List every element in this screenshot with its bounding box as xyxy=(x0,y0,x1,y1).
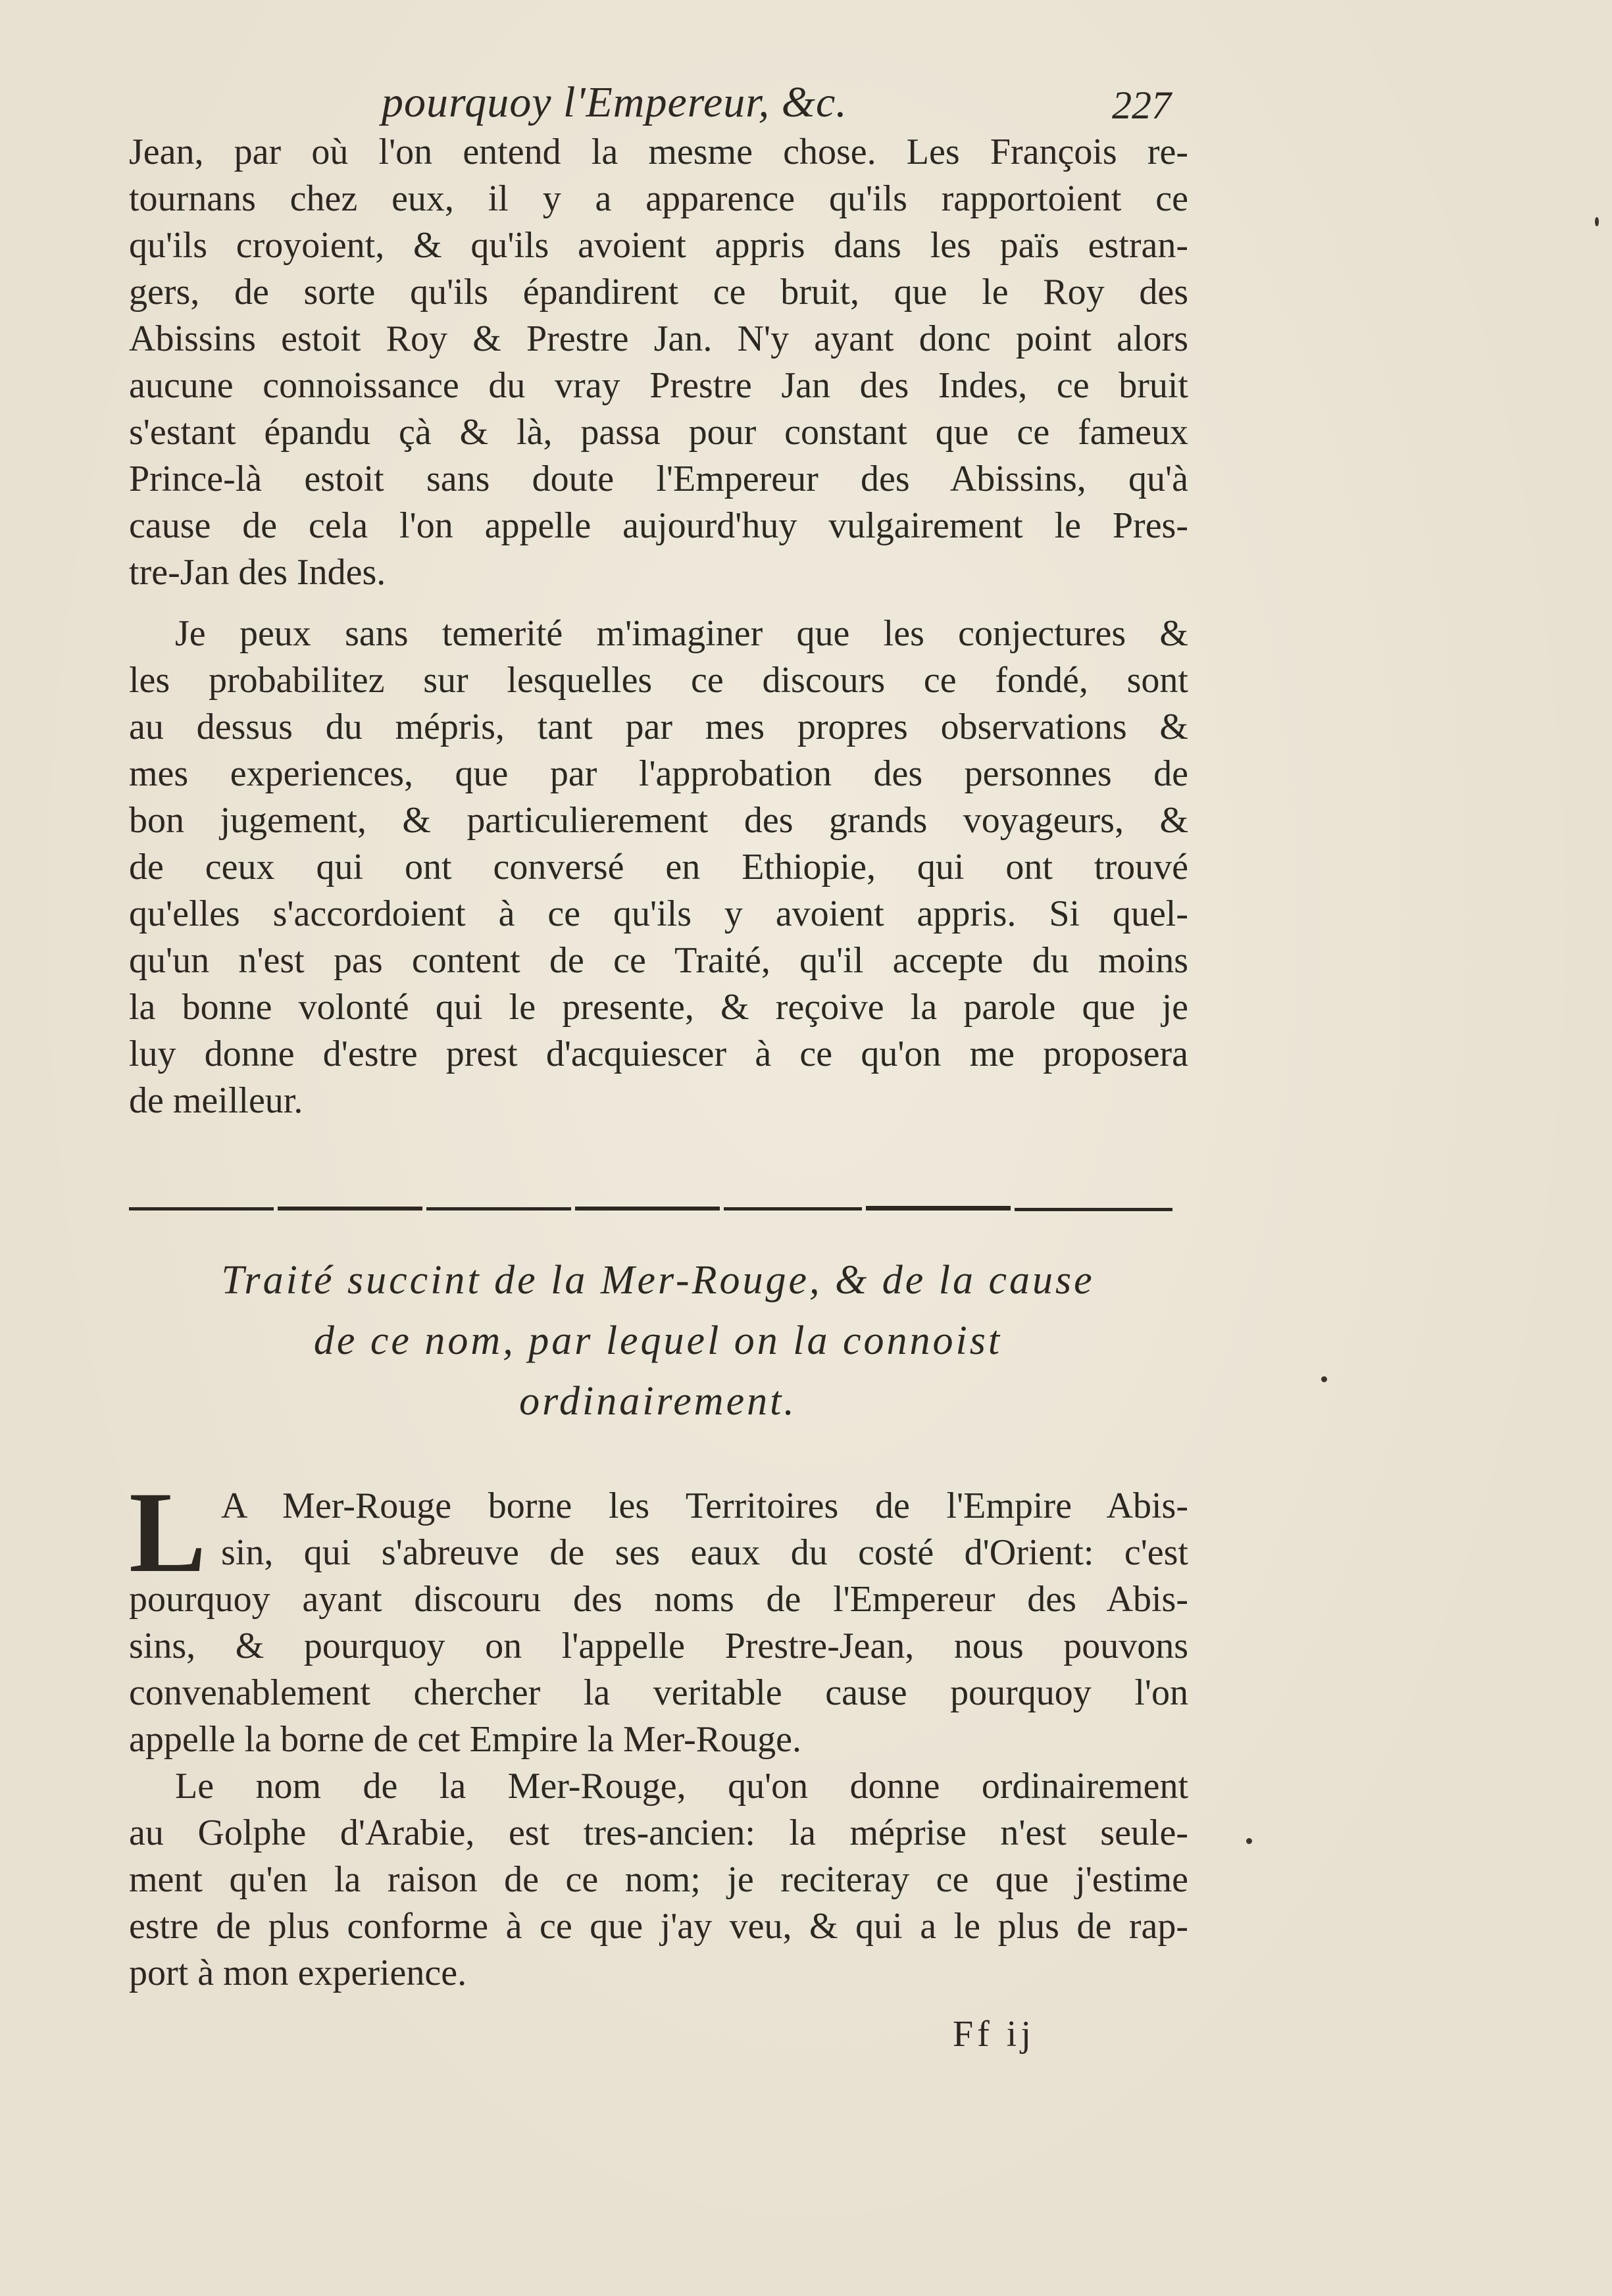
text-line: port à mon experience. xyxy=(129,1953,467,1993)
text-line: tournans chez eux, il y a apparence qu'ils rapportoient ce xyxy=(129,178,1188,219)
text-line: appelle la borne de cet Empire la Mer-Rouge. xyxy=(129,1719,801,1760)
text-line: au Golphe d'Arabie, est tres-ancien: la méprise n'est seule- xyxy=(129,1812,1188,1853)
text-line: pourquoy ayant discouru des noms de l'Empereur des Abis- xyxy=(129,1579,1188,1620)
paragraph-conjectures xyxy=(129,611,1188,1124)
heading-line: Traité succint de la Mer-Rouge, & de la cause xyxy=(221,1258,1095,1303)
text-line: cause de cela l'on appelle aujourd'huy vulgairement le Pres- xyxy=(129,505,1188,546)
text-line: tre-Jan des Indes. xyxy=(129,552,386,593)
running-title: pourquoy l'Empereur, &c. xyxy=(382,78,847,126)
text-line: estre de plus conforme à ce que j'ay veu, & qui a le plus de rap- xyxy=(129,1906,1188,1947)
text-line: bon jugement, & particulierement des grands voyageurs, & xyxy=(129,800,1188,841)
text-line: qu'ils croyoient, & qu'ils avoient appris dans les païs estran- xyxy=(129,225,1188,266)
text-line: de ceux qui ont conversé en Ethiopie, qui ont trouvé xyxy=(129,847,1188,887)
text-line: luy donne d'estre prest d'acquiescer à ce qu'on me proposera xyxy=(129,1034,1188,1074)
text-line: mes experiences, que par l'approbation des personnes de xyxy=(129,753,1188,794)
text-line: s'estant épandu çà & là, passa pour constant que ce fameux xyxy=(129,412,1188,453)
drop-cap-initial: L xyxy=(129,1468,207,1597)
heading-line: de ce nom, par lequel on la connoist xyxy=(313,1318,1003,1363)
ink-speck xyxy=(1246,1838,1252,1844)
paragraph-mer-rouge xyxy=(129,1468,1188,1997)
text-line: A Mer-Rouge borne les Territoires de l'Empire Abis- xyxy=(221,1485,1188,1526)
text-line: Le nom de la Mer-Rouge, qu'on donne ordinairement xyxy=(175,1766,1188,1807)
text-line: sins, & pourquoy on l'appelle Prestre-Jean, nous pouvons xyxy=(129,1626,1188,1666)
running-head xyxy=(0,78,1612,137)
text-line: aucune connoissance du vray Prestre Jan des Indes, ce bruit xyxy=(129,365,1188,406)
text-line: convenablement chercher la veritable cause pourquoy l'on xyxy=(129,1672,1188,1713)
text-line: la bonne volonté qui le presente, & reçoive la parole que je xyxy=(129,987,1188,1028)
text-line: Jean, par où l'on entend la mesme chose. Les François re- xyxy=(129,132,1188,172)
text-line: de meilleur. xyxy=(129,1080,303,1121)
text-line: sin, qui s'abreuve de ses eaux du costé d'Orient: c'est xyxy=(221,1532,1188,1573)
text-line: qu'un n'est pas content de ce Traité, qu'il accepte du moins xyxy=(129,940,1188,981)
page-number: 227 xyxy=(1112,84,1171,127)
section-heading xyxy=(99,1250,1217,1432)
ink-speck xyxy=(1321,1376,1327,1382)
paragraph-continuation xyxy=(129,129,1188,596)
text-line: ment qu'en la raison de ce nom; je reciteray ce que j'estime xyxy=(129,1859,1188,1900)
text-line: gers, de sorte qu'ils épandirent ce bruit, que le Roy des xyxy=(129,272,1188,312)
ornamental-rule xyxy=(129,1203,1179,1214)
signature-mark: Ff ij xyxy=(953,2014,1035,2055)
text-line: les probabilitez sur lesquelles ce discours ce fondé, sont xyxy=(129,660,1188,701)
text-line: Prince-là estoit sans doute l'Empereur des Abissins, qu'à xyxy=(129,459,1188,499)
heading-line: ordinairement. xyxy=(519,1379,797,1424)
text-line: Abissins estoit Roy & Prestre Jan. N'y ayant donc point alors xyxy=(129,318,1188,359)
text-line: Je peux sans temerité m'imaginer que les conjectures & xyxy=(175,613,1188,654)
text-line: qu'elles s'accordoient à ce qu'ils y avoient appris. Si quel- xyxy=(129,893,1188,934)
ink-speck xyxy=(1595,217,1599,226)
text-line: au dessus du mépris, tant par mes propres observations & xyxy=(129,707,1188,747)
